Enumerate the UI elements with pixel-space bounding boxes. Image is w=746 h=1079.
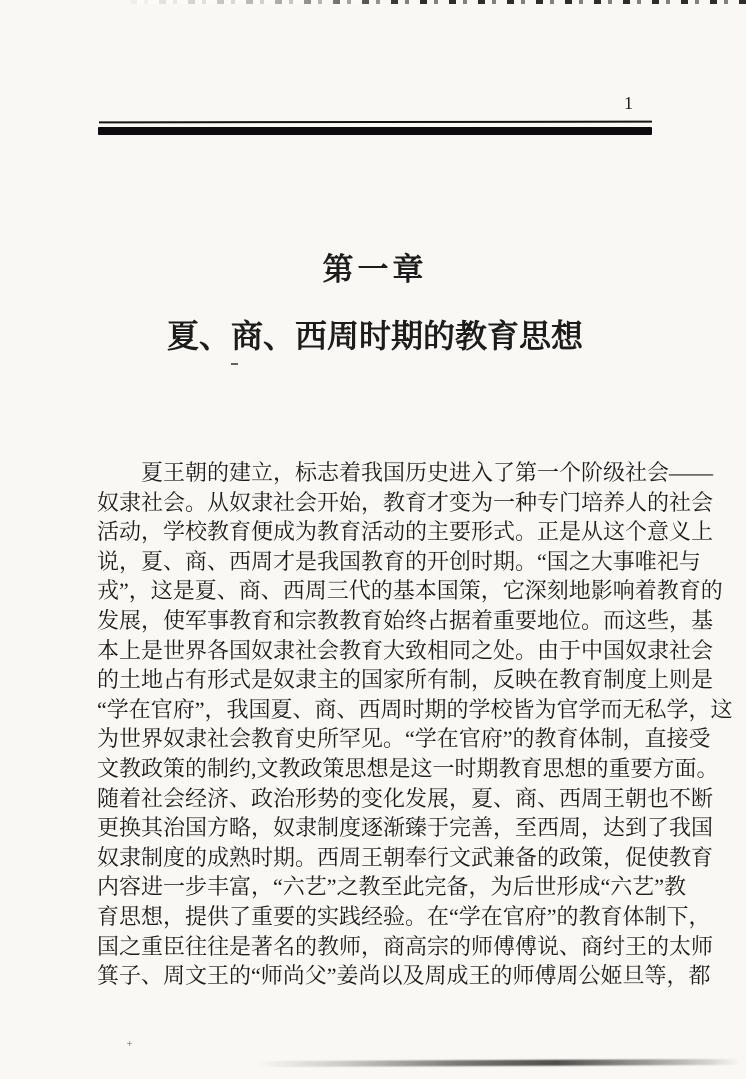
body-line: “学在官府”，我国夏、商、西周时期的学校皆为官学而无私学，这 [97,696,733,722]
header-rule-thick [98,127,652,135]
body-line: 奴隶社会。从奴隶社会开始，教育才变为一种专门培养人的社会 [97,489,714,515]
body-line: 为世界奴隶社会教育史所罕见。“学在官府”的教育体制，直接受 [97,726,711,752]
body-line: 夏王朝的建立，标志着我国历史进入了第一个阶级社会—— [141,460,714,485]
body-line: 的土地占有形式是奴隶主的国家所有制，反映在教育制度上则是 [97,667,714,693]
body-line: 育思想，提供了重要的实践经验。在“学在官府”的教育体制下， [97,903,711,929]
body-line: 文教政策的制约,文教政策思想是这一时期教育思想的重要方面。 [97,755,719,781]
body-line: 奴隶制度的成熟时期。西周王朝奉行文武兼备的政策，促使教育 [97,844,714,870]
body-text [97,458,733,991]
scan-speck [231,363,238,365]
page-number: 1 [624,93,633,113]
header-rule-thin [99,121,652,124]
body-line: 箕子、周文王的“师尚父”姜尚以及周成王的师傅周公姬旦等，都 [97,963,711,989]
body-line: 活动，学校教育便成为教育活动的主要形式。正是从这个意义上 [97,519,714,545]
chapter-number-heading: 第一章 [322,252,428,287]
scan-smudge-bottom [255,1059,740,1067]
body-line: 发展，使军事教育和宗教教育始终占据着重要地位。而这些，基 [97,607,714,633]
body-line: 戎”，这是夏、商、西周三代的基本国策，它深刻地影响着教育的 [97,578,723,604]
body-line: 随着社会经济、政治形势的变化发展，夏、商、西周王朝也不断 [97,785,714,811]
body-line: 更换其治国方略，奴隶制度逐渐臻于完善，至西周，达到了我国 [97,815,714,841]
chapter-title-heading: 夏、商、西周时期的教育思想 [166,318,583,354]
body-line: 国之重臣往往是著名的教师，商高宗的师傅傅说、商纣王的太师 [97,933,714,959]
body-line: 本上是世界各国奴隶社会教育大致相同之处。由于中国奴隶社会 [97,637,714,663]
body-line: 说，夏、商、西周才是我国教育的开创时期。“国之大事唯祀与 [97,548,701,574]
body-line: 内容进一步丰富，“六艺”之教至此完备，为后世形成“六艺”教 [97,874,687,900]
scan-speck [127,1041,132,1046]
scan-edge-artifact-top [130,0,746,4]
